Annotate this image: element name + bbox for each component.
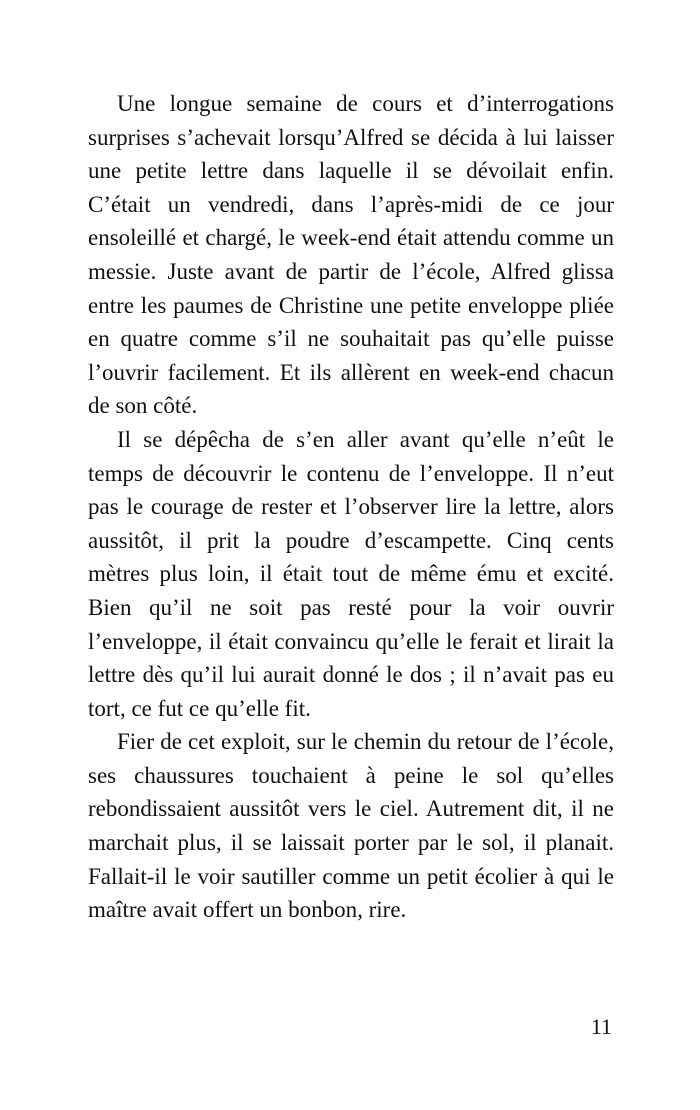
paragraph-1: Une longue semaine de cours et d’interrogations surprises s’achevait lorsqu’Alfred se décida à lui laisser une petite lettre dans laquelle il se dévoilait enfin. C’était un vendredi, dans l’après-midi de ce jour ensoleillé et chargé, le week-end était attendu comme un messie. Juste avant de partir de l’école, Alfred glissa entre les paumes de Christine une petite enveloppe pliée en quatre comme s’il ne souhaitait pas qu’elle puisse l’ouvrir facilement. Et ils allèrent en week-end chacun de son côté.	[88, 91, 614, 419]
paragraph-3: Fier de cet exploit, sur le chemin du retour de l’école, ses chaussures touchaient à peine le sol qu’elles rebondissaient aussitôt vers le ciel. Autrement dit, il ne marchait plus, il se laissait porter par le sol, il planait. Fallait-il le voir sautiller comme un petit écolier à qui le maître avait offert un bonbon, rire.	[88, 729, 614, 923]
paragraph-2: Il se dépêcha de s’en aller avant qu’elle n’eût le temps de découvrir le contenu de l’enveloppe. Il n’eut pas le courage de rester et l’observer lire la lettre, alors aussitôt, il prit la poudre d’escampette. Cinq cents mètres plus loin, il était tout de même ému et excité. Bien qu’il ne soit pas resté pour la voir ouvrir l’enveloppe, il était convaincu qu’elle le ferait et lirait la lettre dès qu’il lui aurait donné le dos ; il n’avait pas eu tort, ce fut ce qu’elle fit.	[88, 426, 614, 721]
body-text	[88, 87, 614, 927]
page-number: 11	[590, 1014, 612, 1039]
